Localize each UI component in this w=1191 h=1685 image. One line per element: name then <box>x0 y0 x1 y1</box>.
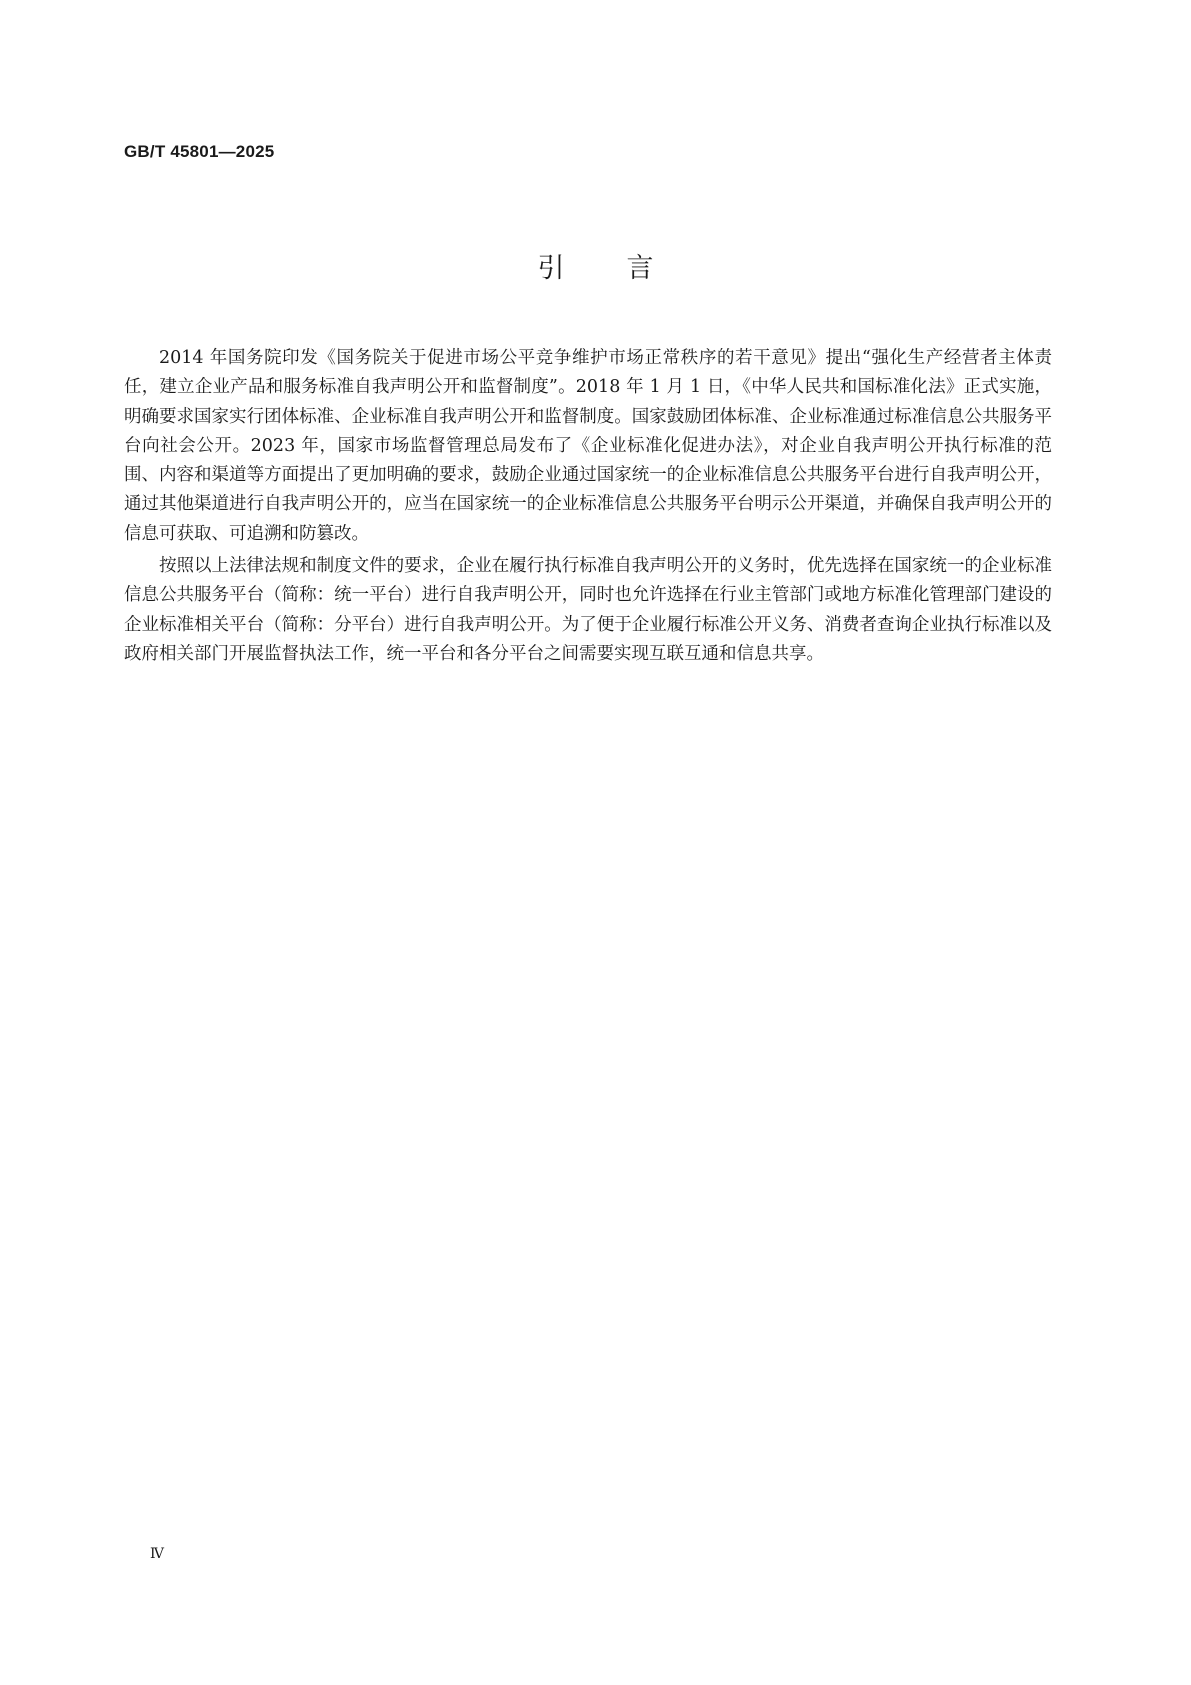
page-title: 引言 <box>537 253 716 284</box>
paragraph-2: 按照以上法律法规和制度文件的要求，企业在履行执行标准自我声明公开的义务时，优先选择在国家统一的企业标准信息公共服务平台（简称：统一平台）进行自我声明公开，同时也允许选择在行业主管部门或地方标准化管理部门建设的企业标准相关平台（简称：分平台）进行自我声明公开。为了便于企业履行标准公开义务、消费者查询企业执行标准以及政府相关部门开展监督执法工作，统一平台和各分平台之间需要实现互联互通和信息共享。 <box>124 556 1052 664</box>
paragraph-1: 2014 年国务院印发《国务院关于促进市场公平竞争维护市场正常秩序的若干意见》提出“强化生产经营者主体责任，建立企业产品和服务标准自我声明公开和监督制度”。2018 年 1 月 1 日，《中华人民共和国标准化法》正式实施，明确要求国家实行团体标准、企业标准自我声明公开和监督制度。国家鼓励团体标准、企业标准通过标准信息公共服务平台向社会公开。2023 年，国家市场监督管理总局发布了《企业标准化促进办法》，对企业自我声明公开执行标准的范围、内容和渠道等方面提出了更加明确的要求，鼓励企业通过国家统一的企业标准信息公共服务平台进行自我声明公开，通过其他渠道进行自我声明公开的，应当在国家统一的企业标准信息公共服务平台明示公开渠道，并确保自我声明公开的信息可获取、可追溯和防篡改。 <box>124 348 1052 544</box>
page-number: Ⅳ <box>150 1546 164 1562</box>
standard-number: GB/T 45801—2025 <box>124 142 275 161</box>
body-text <box>124 344 1052 672</box>
